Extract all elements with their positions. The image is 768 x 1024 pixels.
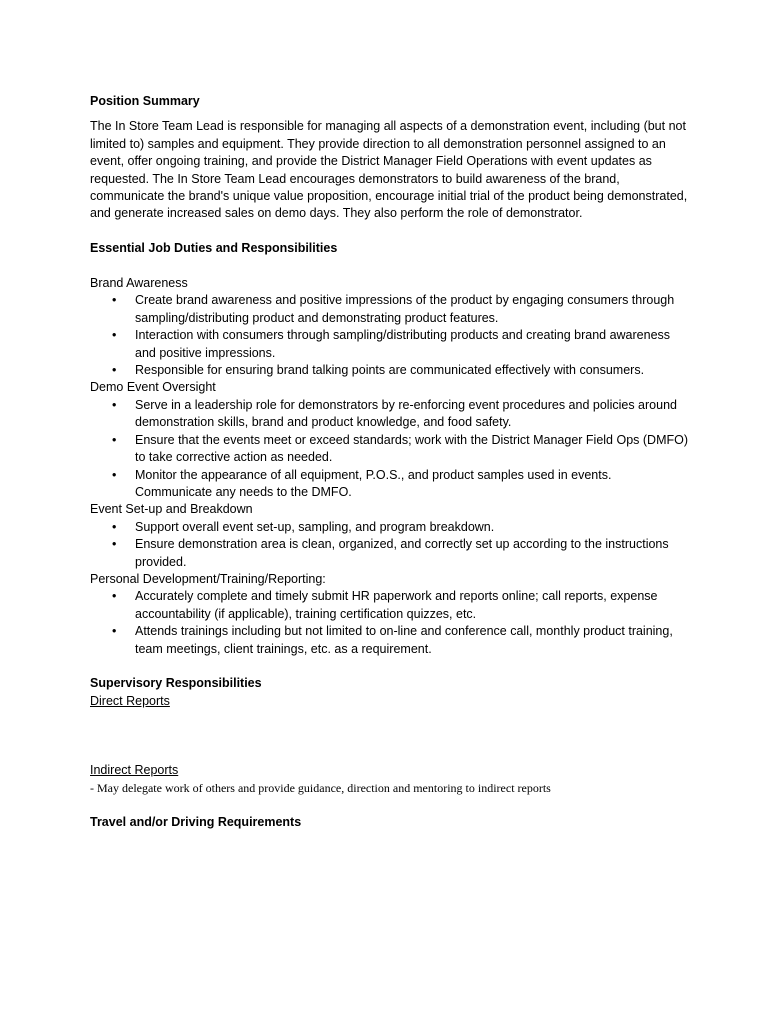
duty-section-title: Personal Development/Training/Reporting: <box>90 571 326 586</box>
duty-section-title: Demo Event Oversight <box>90 380 216 395</box>
duty-section <box>90 275 690 379</box>
duty-list <box>90 292 690 379</box>
list-item <box>90 327 690 362</box>
duty-section <box>90 571 690 658</box>
spacer <box>90 258 690 275</box>
list-item-text: Ensure demonstration area is clean, organized, and correctly set up according to the instructions provided. <box>135 537 669 569</box>
list-item-text: Monitor the appearance of all equipment, P.O.S., and product samples used in events. Communicate any needs to the DMFO. <box>135 467 612 499</box>
duty-section-title: Brand Awareness <box>90 276 188 291</box>
duty-section-title: Event Set-up and Breakdown <box>90 502 253 517</box>
travel-heading: Travel and/or Driving Requirements <box>90 815 302 830</box>
bullet-icon: • <box>112 624 117 639</box>
list-item <box>90 623 690 658</box>
list-item <box>90 397 690 432</box>
bullet-icon: • <box>112 397 117 412</box>
list-item <box>90 362 690 379</box>
duty-list <box>90 519 690 571</box>
position-summary-text: The In Store Team Lead is responsible for managing all aspects of a demonstration event, including (but not limited to) samples and equipment. They provide direction to all demonstration personnel assigned to an event, offer ongoing training, and provide the District Manager Field Operations with event updates as requested. The In Store Team Lead encourages demonstrators to build awareness of the brand, communicate the brand's unique value proposition, encourage initial trial of the product being demonstrated, and generate increased sales on demo days. They also perform the role of demonstrator. <box>90 119 688 221</box>
direct-reports-label: Direct Reports <box>90 693 170 708</box>
spacer <box>90 110 690 118</box>
supervisory-heading: Supervisory Responsibilities <box>90 676 262 691</box>
duty-section <box>90 501 690 571</box>
spacer <box>90 797 690 814</box>
position-summary-heading: Position Summary <box>90 94 200 108</box>
list-item-text: Ensure that the events meet or exceed standards; work with the District Manager Field Ops (DMFO) to take corrective action as needed. <box>135 432 688 465</box>
bullet-icon: • <box>112 293 117 308</box>
spacer <box>90 710 690 762</box>
document-page <box>90 93 690 832</box>
duties-sections <box>90 275 690 658</box>
list-item-text: Attends trainings including but not limited to on-line and conference call, monthly product training, team meetings, client trainings, etc. as a requirement. <box>135 624 673 656</box>
list-item <box>90 467 690 502</box>
bullet-icon: • <box>112 589 117 604</box>
list-item-text: Support overall event set-up, sampling, and program breakdown. <box>135 519 495 534</box>
duties-heading: Essential Job Duties and Responsibilities <box>90 241 338 256</box>
list-item-text: Serve in a leadership role for demonstrators by re-enforcing event procedures and policies around demonstration skills, brand and product knowledge, and food safety. <box>135 397 677 430</box>
list-item <box>90 292 690 327</box>
indirect-reports-label: Indirect Reports <box>90 763 179 778</box>
bullet-icon: • <box>112 467 117 482</box>
bullet-icon: • <box>112 432 117 447</box>
list-item-text: Create brand awareness and positive impressions of the product by engaging consumers through sampling/distributing product and demonstrating product features. <box>135 293 675 325</box>
indirect-reports-text: - May delegate work of others and provide guidance, direction and mentoring to indirect reports <box>90 780 551 795</box>
bullet-icon: • <box>112 519 117 534</box>
bullet-icon: • <box>112 363 117 378</box>
list-item-text: Responsible for ensuring brand talking points are communicated effectively with consumers. <box>135 363 645 378</box>
duty-list <box>90 588 690 658</box>
spacer <box>90 223 690 240</box>
list-item <box>90 588 690 623</box>
spacer <box>90 658 690 675</box>
list-item <box>90 432 690 467</box>
list-item-text: Accurately complete and timely submit HR paperwork and reports online; call reports, expense accountability (if applicable), training certification quizzes, etc. <box>135 589 658 621</box>
duty-section <box>90 379 690 501</box>
bullet-icon: • <box>112 537 117 552</box>
bullet-icon: • <box>112 328 117 343</box>
list-item-text: Interaction with consumers through sampling/distributing products and creating brand awareness and positive impressions. <box>135 328 671 360</box>
list-item <box>90 536 690 571</box>
list-item <box>90 519 690 536</box>
duty-list <box>90 397 690 501</box>
